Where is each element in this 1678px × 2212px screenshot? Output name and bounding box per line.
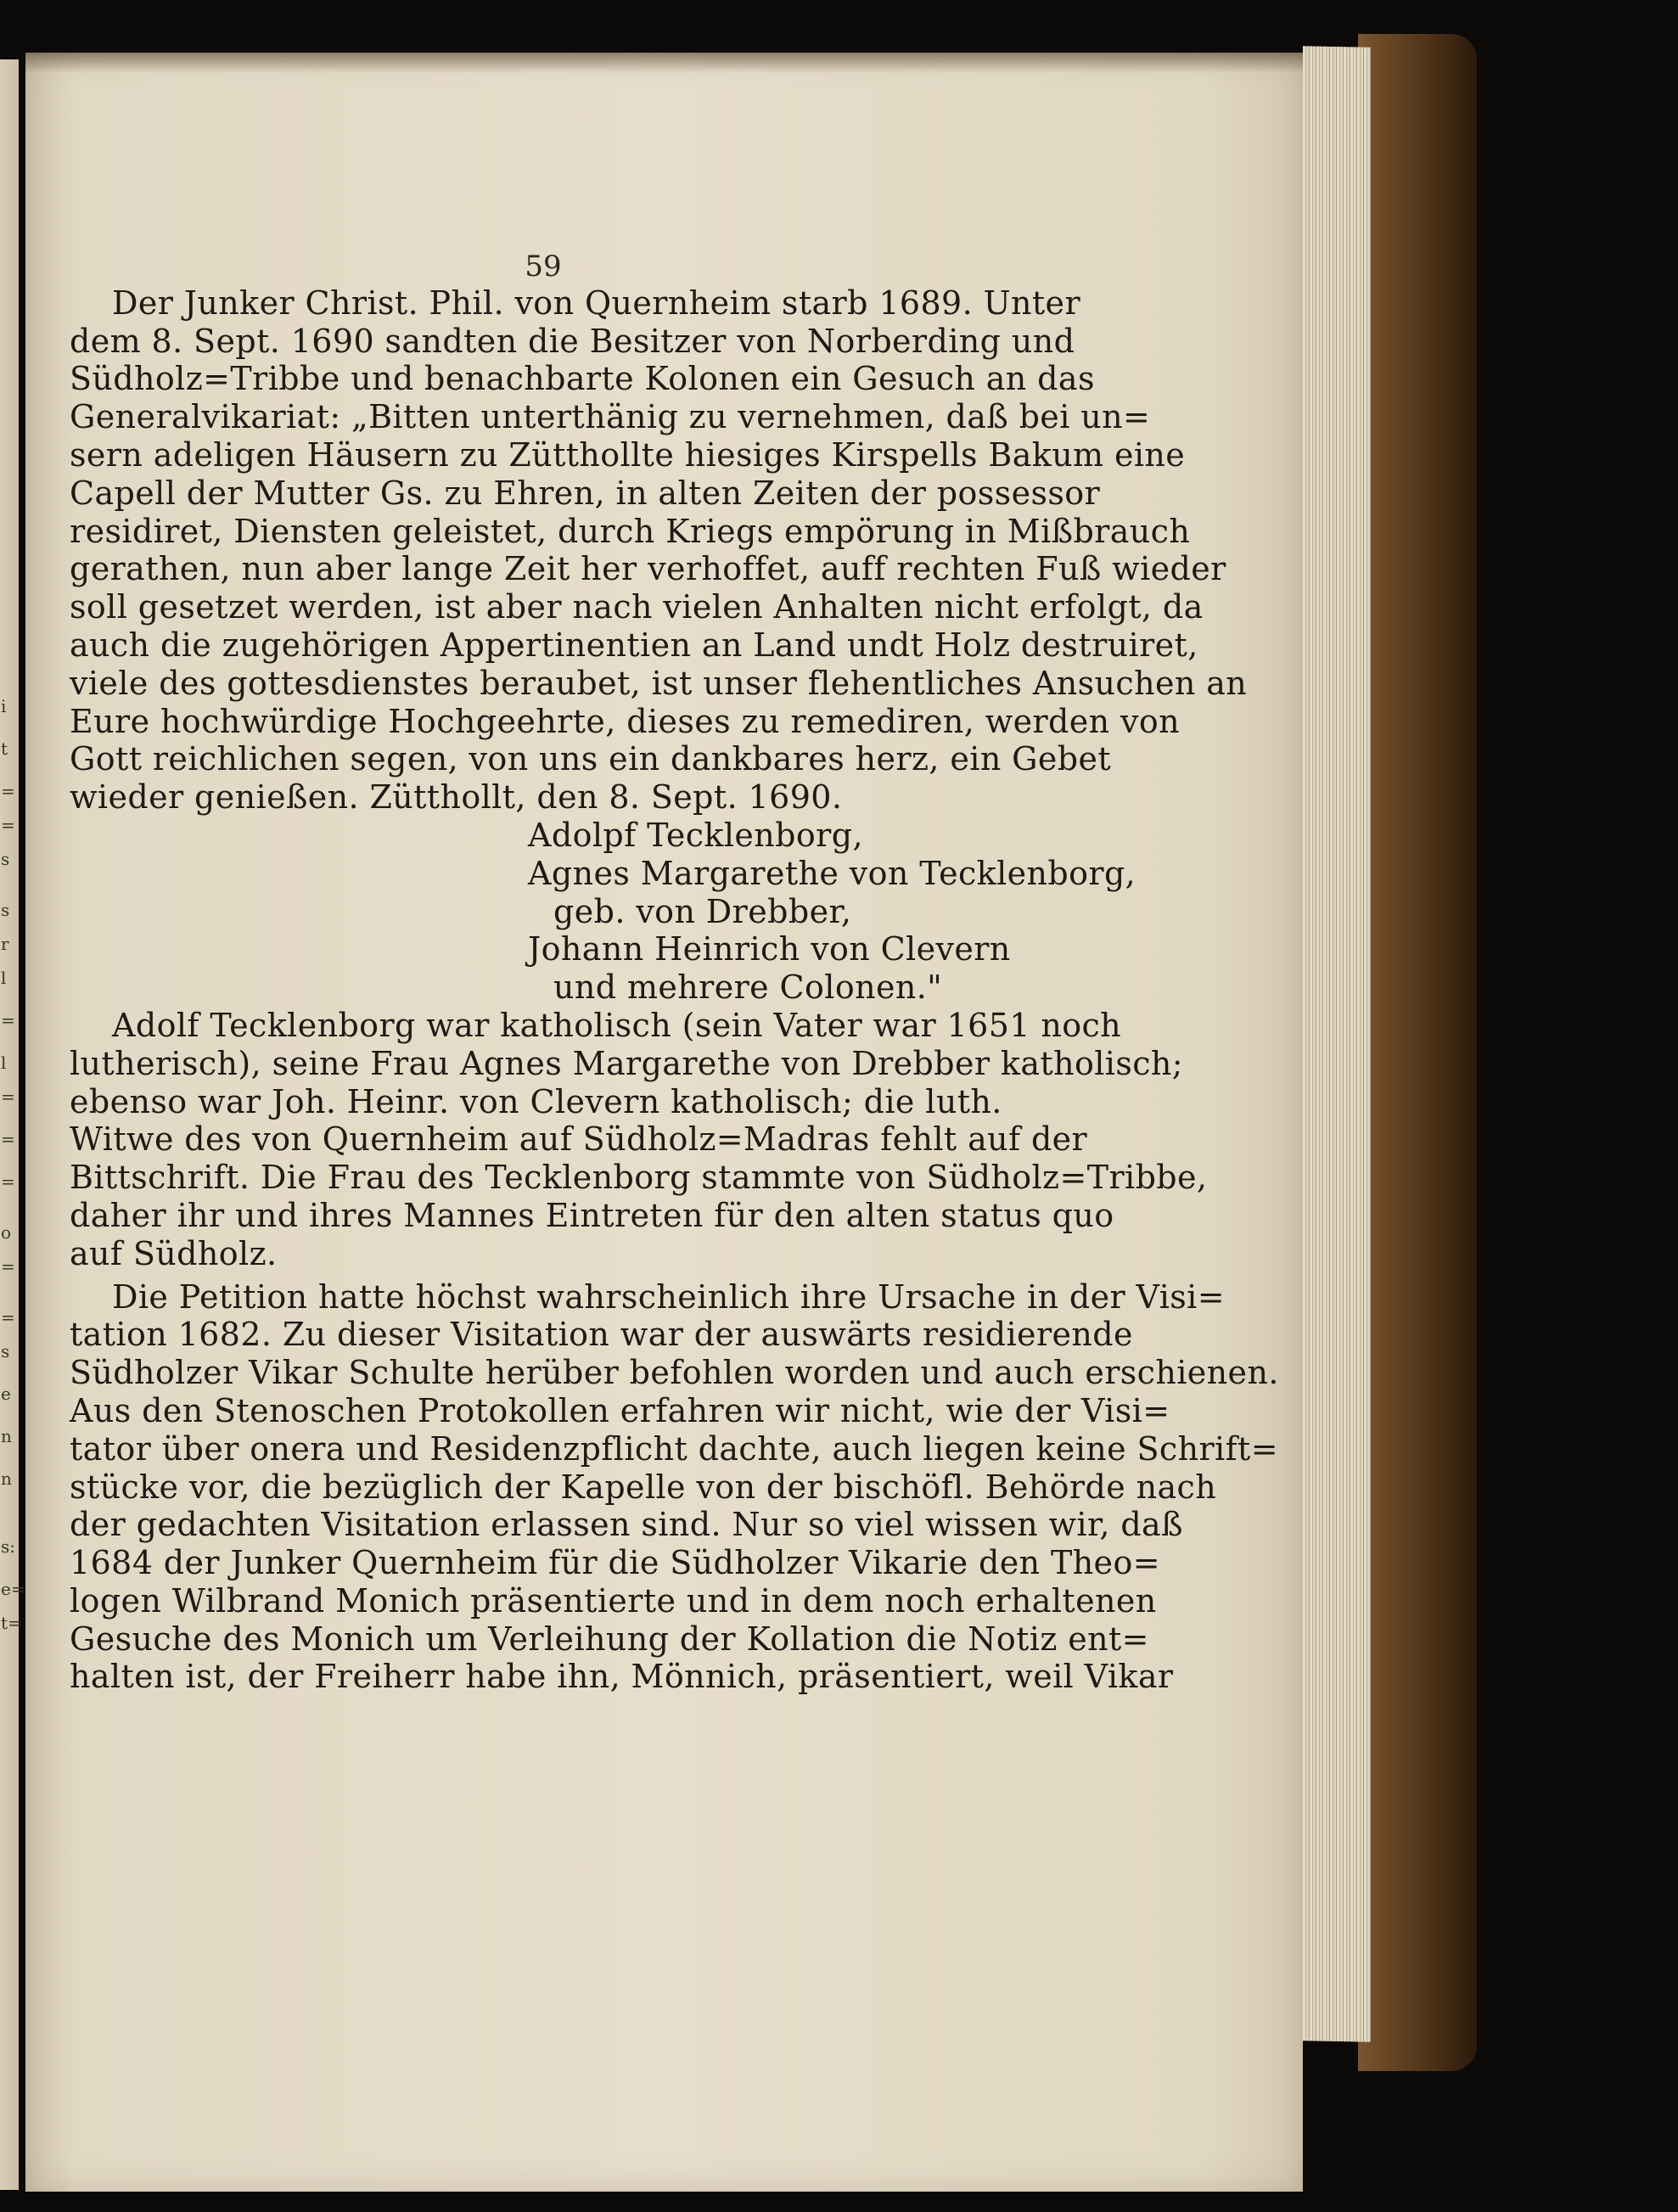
- text-line: viele des gottesdienstes beraubet, ist unser flehentliches Ansuchen an: [70, 664, 1248, 702]
- paragraph-3: [70, 1277, 1279, 1697]
- margin-fragment: n: [1, 1426, 12, 1446]
- text-line: wieder genießen. Zütthollt, den 8. Sept. 1690.: [70, 778, 843, 817]
- text-line: der gedachten Visitation erlassen sind. Nur so viel wissen wir, daß: [70, 1506, 1183, 1544]
- text-line: Südholz=Tribbe und benachbarte Kolonen ein Gesuch an das: [70, 360, 1095, 398]
- page-shadow: [25, 53, 1303, 73]
- text-line: 1684 der Junker Quernheim für die Südholzer Vikarie den Theo=: [70, 1544, 1160, 1582]
- text-line: soll gesetzet werden, ist aber nach vielen Anhalten nicht erfolgt, da: [70, 588, 1204, 626]
- signature-line: Johann Heinrich von Clevern: [528, 930, 1011, 968]
- margin-fragment: =: [1, 1129, 15, 1149]
- text-line: Der Junker Christ. Phil. von Quernheim starb 1689. Unter: [112, 284, 1081, 322]
- margin-fragment: r: [1, 934, 9, 954]
- margin-fragment: t=: [1, 1613, 22, 1633]
- text-line: daher ihr und ihres Mannes Eintreten für den alten status quo: [70, 1196, 1114, 1234]
- text-line: halten ist, der Freiherr habe ihn, Mönnich, präsentiert, weil Vikar: [70, 1658, 1174, 1696]
- text-line: Gott reichlichen segen, von uns ein dankbares herz, ein Gebet: [70, 740, 1112, 778]
- text-line: ebenso war Joh. Heinr. von Clevern katholisch; die luth.: [70, 1082, 1002, 1120]
- margin-fragment: o: [1, 1222, 12, 1243]
- signature-line: Agnes Margarethe von Tecklenborg,: [528, 854, 1136, 892]
- margin-fragment: =: [1, 781, 15, 801]
- text-line: auch die zugehörigen Appertinentien an Land undt Holz destruiret,: [70, 626, 1198, 664]
- paragraph-2: [70, 1006, 1208, 1273]
- text-line: Adolf Tecklenborg war katholisch (sein Vater war 1651 noch: [112, 1006, 1122, 1044]
- margin-fragment: s: [1, 900, 10, 920]
- margin-fragment: =: [1, 1086, 15, 1107]
- text-line: Die Petition hatte höchst wahrscheinlich ihre Ursache in der Visi=: [112, 1277, 1225, 1316]
- text-line: stücke vor, die bezüglich der Kapelle von der bischöfl. Behörde nach: [70, 1468, 1217, 1506]
- margin-fragment: =: [1, 1307, 15, 1328]
- margin-fragment: =: [1, 1171, 15, 1192]
- page-number: 59: [525, 250, 562, 284]
- facing-page-margin: [0, 59, 19, 2190]
- margin-fragment: e=: [1, 1579, 25, 1599]
- text-line: Aus den Stenoschen Protokollen erfahren wir nicht, wie der Visi=: [70, 1391, 1170, 1429]
- margin-fragment: i: [1, 696, 7, 716]
- margin-fragment: =: [1, 1256, 15, 1277]
- signature-line: geb. von Drebber,: [553, 892, 852, 930]
- text-line: lutherisch), seine Frau Agnes Margarethe von Drebber katholisch;: [70, 1044, 1183, 1082]
- text-line: Bittschrift. Die Frau des Tecklenborg stammte von Südholz=Tribbe,: [70, 1159, 1208, 1197]
- margin-fragment: e: [1, 1384, 11, 1404]
- margin-fragment: s: [1, 1341, 10, 1361]
- margin-fragment: t: [1, 738, 8, 759]
- text-line: gerathen, nun aber lange Zeit her verhoffet, auff rechten Fuß wieder: [70, 550, 1226, 588]
- text-line: Gesuche des Monich um Verleihung der Kollation die Notiz ent=: [70, 1620, 1149, 1658]
- margin-fragment: =: [1, 1010, 15, 1030]
- text-line: logen Wilbrand Monich präsentierte und in dem noch erhaltenen: [70, 1581, 1157, 1620]
- book-cover-edge: [1358, 34, 1477, 2071]
- paragraph-1: [70, 284, 1248, 817]
- margin-fragment: s:: [1, 1536, 16, 1557]
- text-line: Eure hochwürdige Hochgeehrte, dieses zu remediren, werden von: [70, 702, 1181, 740]
- margin-fragment: n: [1, 1468, 12, 1489]
- text-line: Generalvikariat: „Bitten unterthänig zu vernehmen, daß bei un=: [70, 398, 1151, 436]
- margin-fragment: l: [1, 968, 7, 988]
- margin-fragment: s: [1, 849, 10, 869]
- text-line: sern adeligen Häusern zu Zütthollte hiesiges Kirspells Bakum eine: [70, 435, 1186, 474]
- text-line: residiret, Diensten geleistet, durch Kriegs empörung in Mißbrauch: [70, 512, 1191, 550]
- text-line: tator über onera und Residenzpflicht dachte, auch liegen keine Schrift=: [70, 1429, 1278, 1468]
- signature-line: Adolpf Tecklenborg,: [528, 816, 863, 854]
- text-line: Witwe des von Quernheim auf Südholz=Madras fehlt auf der: [70, 1120, 1088, 1159]
- margin-fragment: =: [1, 815, 15, 835]
- text-line: tation 1682. Zu dieser Visitation war der auswärts residierende: [70, 1316, 1133, 1354]
- text-line: dem 8. Sept. 1690 sandten die Besitzer von Norberding und: [70, 322, 1075, 360]
- page-text: [70, 246, 1279, 1696]
- text-line: auf Südholz.: [70, 1234, 278, 1272]
- margin-fragment: l: [1, 1053, 7, 1073]
- page-stack-edges: [1303, 46, 1371, 2041]
- signature-line: und mehrere Colonen.": [553, 968, 943, 1007]
- text-line: Südholzer Vikar Schulte herüber befohlen worden und auch erschienen.: [70, 1354, 1279, 1392]
- text-line: Capell der Mutter Gs. zu Ehren, in alten Zeiten der possessor: [70, 474, 1101, 512]
- signature-block: [70, 816, 1136, 1007]
